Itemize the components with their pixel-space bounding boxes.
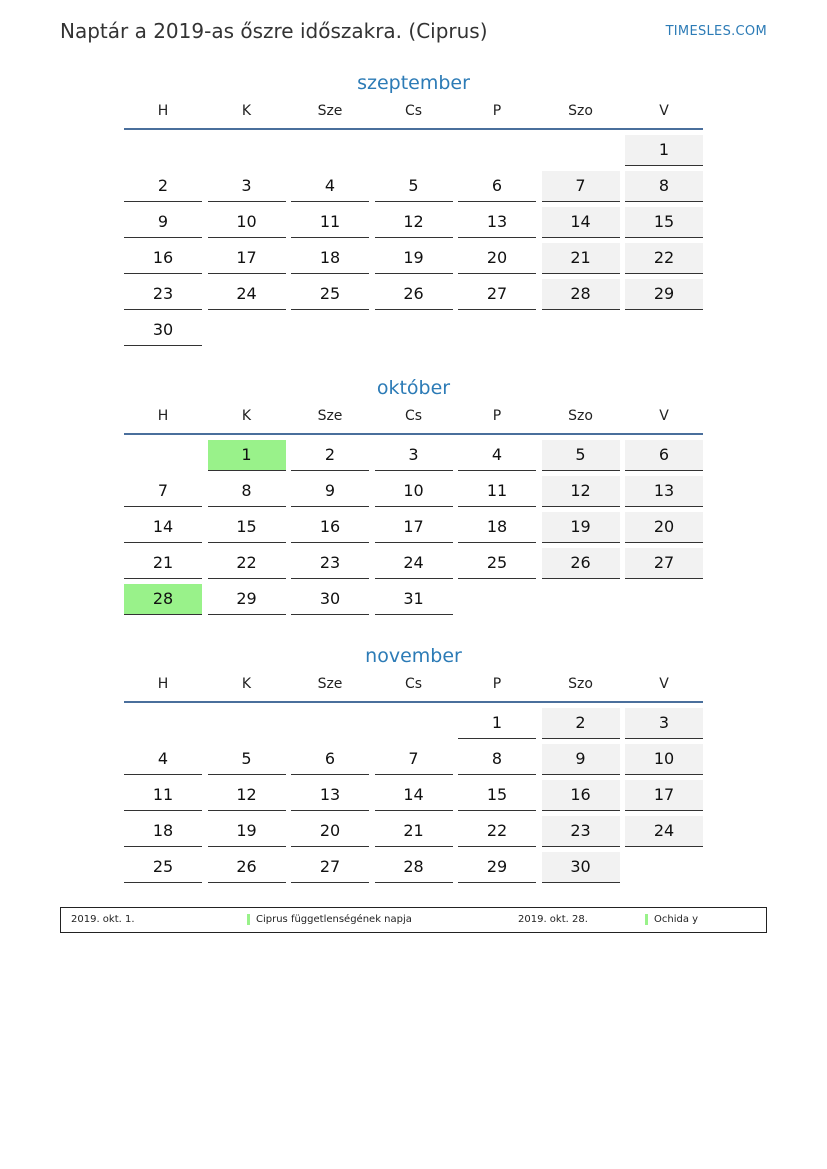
day-cell[interactable]: 26 [542, 548, 620, 579]
day-cell[interactable]: 1 [458, 708, 536, 739]
day-cell[interactable]: 23 [124, 279, 202, 310]
day-cell[interactable]: 14 [124, 512, 202, 543]
day-cell[interactable]: 16 [124, 243, 202, 274]
week-row [124, 744, 703, 780]
empty-day-cell [458, 315, 536, 346]
weekday-header [124, 403, 703, 429]
day-cell[interactable]: 11 [291, 207, 369, 238]
week-row [124, 512, 703, 548]
day-cell[interactable]: 10 [208, 207, 286, 238]
day-cell[interactable]: 28 [375, 852, 453, 883]
day-cell[interactable]: 28 [124, 584, 202, 615]
day-cell[interactable]: 23 [542, 816, 620, 847]
week-row [124, 852, 703, 888]
week-row [124, 135, 703, 171]
weekday-label: H [157, 103, 169, 119]
legend-date: 2019. okt. 1. [71, 914, 135, 925]
day-cell[interactable]: 30 [542, 852, 620, 883]
day-cell[interactable]: 4 [458, 440, 536, 471]
empty-day-cell [208, 315, 286, 346]
day-cell[interactable]: 22 [458, 816, 536, 847]
day-cell[interactable]: 31 [375, 584, 453, 615]
day-cell[interactable]: 8 [208, 476, 286, 507]
weekday-label: Sze [317, 676, 343, 692]
day-cell[interactable]: 28 [542, 279, 620, 310]
month-title: szeptember [357, 72, 470, 94]
weekday-label: P [492, 103, 502, 119]
day-cell[interactable]: 3 [208, 171, 286, 202]
month-title: november [365, 645, 462, 667]
day-cell[interactable]: 17 [208, 243, 286, 274]
day-cell[interactable]: 10 [625, 744, 703, 775]
day-cell[interactable]: 25 [291, 279, 369, 310]
empty-day-cell [208, 135, 286, 166]
day-cell[interactable]: 24 [625, 816, 703, 847]
brand-logo-text[interactable]: TIMESLES.COM [665, 24, 767, 39]
holiday-legend [60, 907, 767, 933]
week-row [124, 708, 703, 744]
day-cell[interactable]: 14 [542, 207, 620, 238]
day-cell[interactable]: 6 [458, 171, 536, 202]
week-row [124, 315, 703, 351]
day-cell[interactable]: 20 [625, 512, 703, 543]
day-cell[interactable]: 15 [625, 207, 703, 238]
day-cell[interactable]: 5 [208, 744, 286, 775]
day-cell[interactable]: 24 [208, 279, 286, 310]
week-row [124, 243, 703, 279]
day-cell[interactable]: 11 [124, 780, 202, 811]
empty-day-cell [375, 708, 453, 739]
week-row [124, 171, 703, 207]
day-cell[interactable]: 17 [375, 512, 453, 543]
day-cell[interactable]: 27 [458, 279, 536, 310]
day-cell[interactable]: 12 [542, 476, 620, 507]
day-cell[interactable]: 5 [542, 440, 620, 471]
day-cell[interactable]: 26 [375, 279, 453, 310]
month-title: október [376, 377, 451, 399]
day-cell[interactable]: 7 [542, 171, 620, 202]
day-cell[interactable]: 2 [542, 708, 620, 739]
page-title: Naptár a 2019-as őszre időszakra. (Ciprus) [60, 19, 488, 43]
weekday-label: Cs [404, 676, 423, 692]
day-cell[interactable]: 30 [124, 315, 202, 346]
empty-day-cell [375, 315, 453, 346]
day-cell[interactable]: 15 [208, 512, 286, 543]
empty-day-cell [291, 135, 369, 166]
day-cell[interactable]: 3 [375, 440, 453, 471]
day-cell[interactable]: 25 [458, 548, 536, 579]
day-grid [124, 440, 703, 620]
week-row [124, 440, 703, 476]
empty-day-cell [458, 135, 536, 166]
empty-day-cell [291, 315, 369, 346]
day-cell[interactable]: 29 [625, 279, 703, 310]
month-september [124, 68, 703, 351]
month-october [124, 373, 703, 620]
empty-day-cell [542, 135, 620, 166]
month-november [124, 641, 703, 888]
weekday-label: H [157, 676, 169, 692]
day-cell[interactable]: 4 [124, 744, 202, 775]
day-cell[interactable]: 27 [625, 548, 703, 579]
weekday-label: K [241, 103, 252, 119]
weekday-label: P [492, 676, 502, 692]
weekday-label: V [659, 408, 669, 424]
empty-day-cell [375, 135, 453, 166]
weekday-label: Sze [317, 408, 343, 424]
day-cell[interactable]: 9 [124, 207, 202, 238]
day-cell[interactable]: 18 [458, 512, 536, 543]
day-grid [124, 135, 703, 351]
weekday-label: Cs [404, 408, 423, 424]
day-cell[interactable]: 14 [375, 780, 453, 811]
week-row [124, 207, 703, 243]
empty-day-cell [625, 315, 703, 346]
empty-day-cell [458, 584, 536, 615]
weekday-label: Sze [317, 103, 343, 119]
day-cell[interactable]: 8 [625, 171, 703, 202]
empty-day-cell [124, 135, 202, 166]
day-cell[interactable]: 9 [291, 476, 369, 507]
day-cell[interactable]: 23 [291, 548, 369, 579]
legend-date: 2019. okt. 28. [518, 914, 588, 925]
empty-day-cell [542, 315, 620, 346]
week-row [124, 816, 703, 852]
day-cell[interactable]: 20 [458, 243, 536, 274]
day-cell[interactable]: 1 [208, 440, 286, 471]
header-divider [124, 701, 703, 703]
day-cell[interactable]: 25 [124, 852, 202, 883]
weekday-label: K [241, 676, 252, 692]
weekday-header [124, 98, 703, 124]
day-cell[interactable]: 29 [458, 852, 536, 883]
day-cell[interactable]: 17 [625, 780, 703, 811]
day-cell[interactable]: 9 [542, 744, 620, 775]
day-cell[interactable]: 8 [458, 744, 536, 775]
weekday-label: K [241, 408, 252, 424]
day-cell[interactable]: 2 [124, 171, 202, 202]
day-cell[interactable]: 19 [375, 243, 453, 274]
day-cell[interactable]: 18 [291, 243, 369, 274]
day-cell[interactable]: 21 [375, 816, 453, 847]
empty-day-cell [625, 584, 703, 615]
weekday-label: Szo [568, 103, 593, 119]
day-cell[interactable]: 26 [208, 852, 286, 883]
empty-day-cell [291, 708, 369, 739]
day-cell[interactable]: 20 [291, 816, 369, 847]
day-cell[interactable]: 12 [208, 780, 286, 811]
day-cell[interactable]: 22 [625, 243, 703, 274]
day-cell[interactable]: 2 [291, 440, 369, 471]
day-cell[interactable]: 21 [542, 243, 620, 274]
day-cell[interactable]: 16 [291, 512, 369, 543]
day-cell[interactable]: 5 [375, 171, 453, 202]
day-cell[interactable]: 19 [208, 816, 286, 847]
legend-holiday-name: Ochida y [645, 914, 698, 925]
day-cell[interactable]: 16 [542, 780, 620, 811]
day-cell[interactable]: 12 [375, 207, 453, 238]
header-divider [124, 128, 703, 130]
day-cell[interactable]: 30 [291, 584, 369, 615]
day-cell[interactable]: 10 [375, 476, 453, 507]
week-row [124, 548, 703, 584]
week-row [124, 584, 703, 620]
day-cell[interactable]: 6 [291, 744, 369, 775]
day-cell[interactable]: 19 [542, 512, 620, 543]
day-cell[interactable]: 24 [375, 548, 453, 579]
weekday-header [124, 671, 703, 697]
day-cell[interactable]: 7 [124, 476, 202, 507]
day-cell[interactable]: 27 [291, 852, 369, 883]
empty-day-cell [208, 708, 286, 739]
day-cell[interactable]: 13 [458, 207, 536, 238]
empty-day-cell [124, 708, 202, 739]
empty-day-cell [625, 852, 703, 883]
day-cell[interactable]: 18 [124, 816, 202, 847]
day-cell[interactable]: 15 [458, 780, 536, 811]
legend-holiday-name: Ciprus függetlenségének napja [247, 914, 412, 925]
day-cell[interactable]: 1 [625, 135, 703, 166]
day-cell[interactable]: 13 [291, 780, 369, 811]
day-cell[interactable]: 21 [124, 548, 202, 579]
weekday-label: Szo [568, 408, 593, 424]
weekday-label: V [659, 676, 669, 692]
day-cell[interactable]: 29 [208, 584, 286, 615]
weekday-label: H [157, 408, 169, 424]
day-cell[interactable]: 4 [291, 171, 369, 202]
week-row [124, 476, 703, 512]
header-divider [124, 433, 703, 435]
day-cell[interactable]: 11 [458, 476, 536, 507]
weekday-label: Szo [568, 676, 593, 692]
weekday-label: V [659, 103, 669, 119]
empty-day-cell [542, 584, 620, 615]
weekday-label: Cs [404, 103, 423, 119]
weekday-label: P [492, 408, 502, 424]
empty-day-cell [124, 440, 202, 471]
day-cell[interactable]: 13 [625, 476, 703, 507]
week-row [124, 279, 703, 315]
week-row [124, 780, 703, 816]
day-cell[interactable]: 3 [625, 708, 703, 739]
day-cell[interactable]: 22 [208, 548, 286, 579]
day-grid [124, 708, 703, 888]
day-cell[interactable]: 6 [625, 440, 703, 471]
day-cell[interactable]: 7 [375, 744, 453, 775]
